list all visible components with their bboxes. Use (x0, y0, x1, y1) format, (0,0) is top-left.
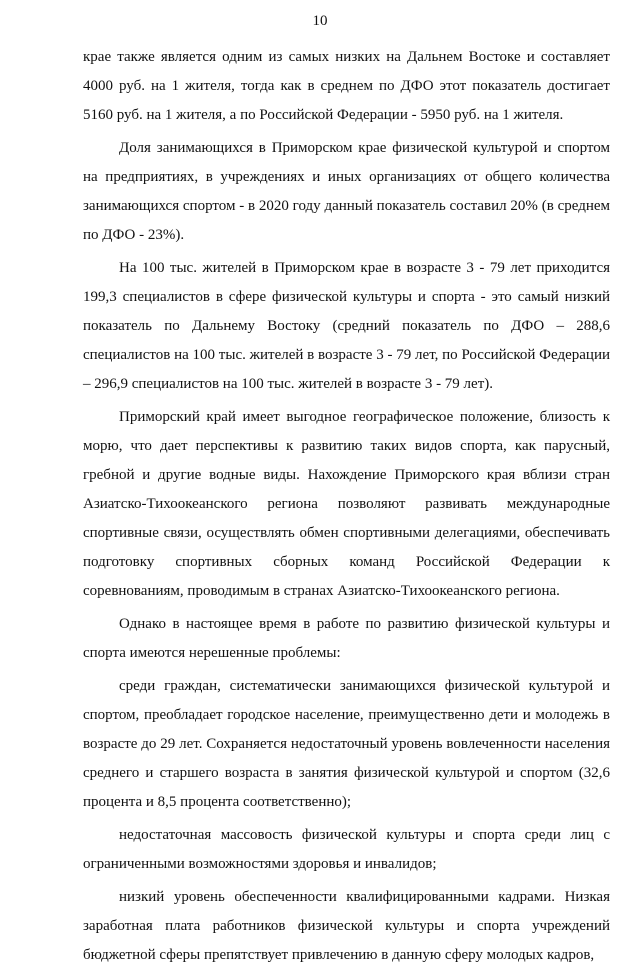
paragraph-problem-staff: низкий уровень обеспеченности квалифицированными кадрами. Низкая заработная плата работников физической культуры и спорта учреждений бюджетной сферы препятствует привлечению в данную сферу молодых кадров, (83, 889, 610, 963)
paragraph-continuation: крае также является одним из самых низких на Дальнем Востоке и составляет 4000 руб. на 1 жителя, тогда как в среднем по ДФО этот показатель достигает 5160 руб. на 1 жителя, а по Российской Федерации - 5950 руб. на 1 жителя. (83, 49, 610, 123)
document-body (83, 43, 610, 974)
paragraph-problem-disabled: недостаточная массовость физической культуры и спорта среди лиц с ограниченными возможностями здоровья и инвалидов; (83, 827, 610, 872)
paragraph-problem-urban: среди граждан, систематически занимающихся физической культурой и спортом, преобладает городское население, преимущественно дети и молодежь в возрасте до 29 лет. Сохраняется недостаточный уровень вовлеченности населения среднего и старшего возраста в занятия физической культурой и спортом (32,6 процента и 8,5 процента соответственно); (83, 678, 610, 810)
paragraph-problems-intro: Однако в настоящее время в работе по развитию физической культуры и спорта имеются нерешенные проблемы: (83, 616, 610, 661)
paragraph-specialists: На 100 тыс. жителей в Приморском крае в возрасте 3 - 79 лет приходится 199,3 специалистов в сфере физической культуры и спорта - это самый низкий показатель по Дальнему Востоку (средний показатель по ДФО – 288,6 специалистов на 100 тыс. жителей в возрасте 3 - 79 лет, по Российской Федерации – 296,9 специалистов на 100 тыс. жителей в возрасте 3 - 79 лет). (83, 260, 610, 392)
page-number: 10 (312, 13, 328, 29)
paragraph-sport-share: Доля занимающихся в Приморском крае физической культурой и спортом на предприятиях, в учреждениях и иных организациях от общего количества занимающихся спортом - в 2020 году данный показатель составил 20% (в среднем по ДФО - 23%). (83, 140, 610, 243)
paragraph-geography: Приморский край имеет выгодное географическое положение, близость к морю, что дает перспективы к развитию таких видов спорта, как парусный, гребной и другие водные виды. Нахождение Приморского края вблизи стран Азиатско-Тихоокеанского региона позволяют развивать международные спортивные связи, осуществлять обмен спортивными делегациями, обеспечивать подготовку спортивных сборных команд Российской Федерации к соревнованиям, проводимым в странах Азиатско-Тихоокеанского региона. (83, 409, 610, 599)
